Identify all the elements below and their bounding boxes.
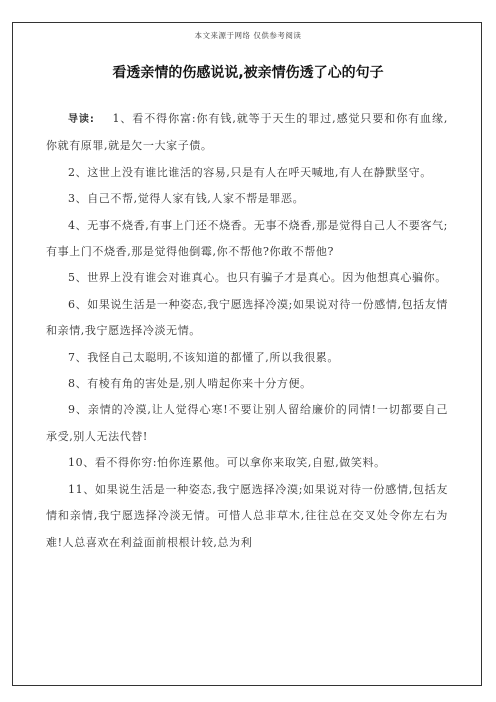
paragraph-8: 8、有棱有角的害处是,别人啃起你来十分方便。 bbox=[68, 377, 312, 391]
paragraph-9: 9、亲情的冷漠,让人觉得心寒!不要让别人留给廉价的同情!一切都要自己承受,别人无法代替! bbox=[46, 403, 448, 443]
page-title: 看透亲情的伤感说说,被亲情伤透了心的句子 bbox=[112, 65, 384, 81]
paragraph-3: 3、自己不帮,觉得人家有钱,人家不帮是罪恶。 bbox=[68, 192, 305, 206]
lead-label: 导读: bbox=[68, 114, 95, 125]
paragraph-2: 2、这世上没有谁比谁活的容易,只是有人在呼天喊地,有人在静默坚守。 bbox=[68, 165, 432, 179]
source-note: 本文来源于网络 仅供参考阅读 bbox=[194, 31, 302, 40]
article-body bbox=[46, 106, 448, 556]
paragraph-4: 4、无事不烧香,有事上门还不烧香。无事不烧香,那是觉得自己人不要客气;有事上门不烧香,那是觉得他倒霉,你不帮他?你敢不帮他? bbox=[46, 218, 448, 259]
paragraph-11: 11、如果说生活是一种姿态,我宁愿选择冷漠;如果说对待一份感情,包括友情和亲情,我宁愿选择冷淡无情。可惜人总非草木,往往总在交叉处令你左右为难!人总喜欢在利益面前根根计较,总为利 bbox=[46, 482, 448, 549]
paragraph-5: 5、世界上没有谁会对谁真心。也只有骗子才是真心。因为他想真心骗你。 bbox=[68, 271, 447, 285]
paragraph-10: 10、看不得你穷:怕你连累他。可以拿你来取笑,自慰,做笑料。 bbox=[68, 456, 386, 470]
paragraph-6: 6、如果说生活是一种姿态,我宁愿选择冷漠;如果说对待一份感情,包括友情和亲情,我宁愿选择冷淡无情。 bbox=[46, 297, 448, 338]
paragraph-text: 1、看不得你富:你有钱,就等于天生的罪过,感觉只要和你有血缘,你就有原罪,就是欠一大家子债。 bbox=[46, 112, 448, 153]
paragraph-1 bbox=[46, 106, 448, 160]
paragraph-7: 7、我怪自己太聪明,不该知道的都懂了,所以我很累。 bbox=[68, 350, 339, 364]
